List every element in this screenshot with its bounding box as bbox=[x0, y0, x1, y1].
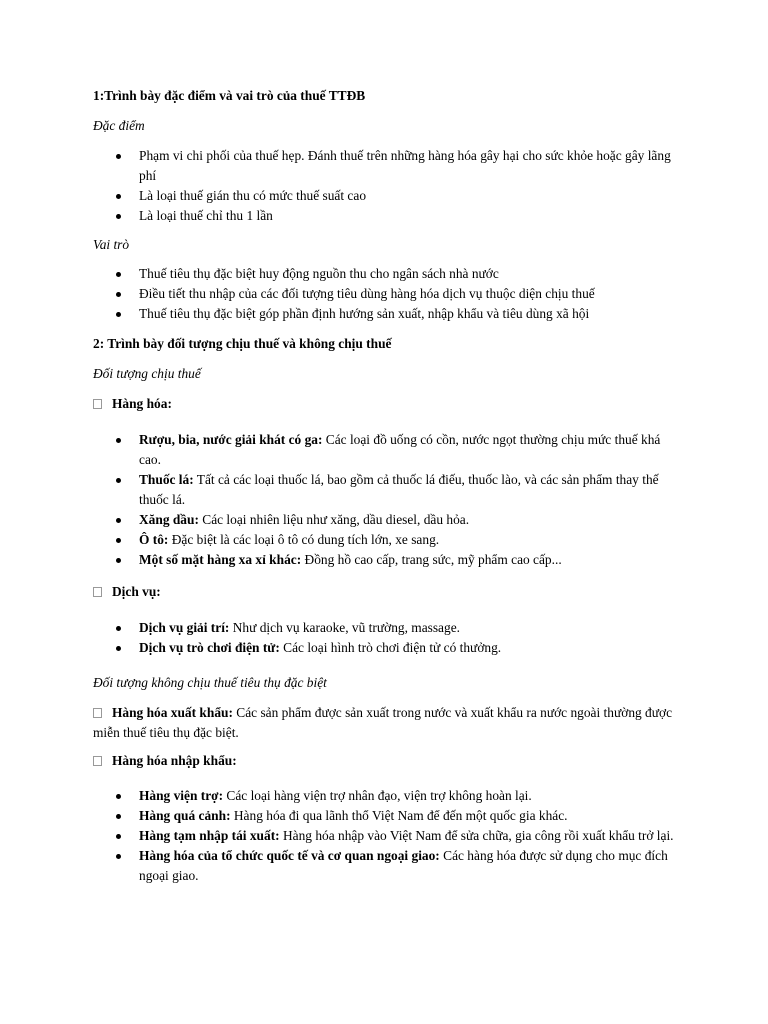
checkbox-icon bbox=[93, 587, 102, 597]
list-item: Ô tô: Đặc biệt là các loại ô tô có dung tích lớn, xe sang. bbox=[114, 530, 676, 550]
goods-heading bbox=[93, 394, 681, 414]
heading-question-2: 2: Trình bày đối tượng chịu thuế và không chịu thuế bbox=[93, 336, 392, 351]
list-item: Thuốc lá: Tất cả các loại thuốc lá, bao gồm cả thuốc lá điếu, thuốc lào, và các sản phẩm thay thế thuốc lá. bbox=[114, 470, 676, 510]
list-item: Hàng viện trợ: Các loại hàng viện trợ nhân đạo, viện trợ không hoàn lại. bbox=[114, 786, 676, 806]
export-goods-paragraph: Hàng hóa xuất khẩu: Các sản phẩm được sản xuất trong nước và xuất khẩu ra nước ngoài thường được miễn thuế tiêu thụ đặc biệt. bbox=[93, 705, 673, 740]
list-item: Dịch vụ trò chơi điện tử: Các loại hình trò chơi điện tử có thưởng. bbox=[114, 638, 676, 658]
list-item: Là loại thuế gián thu có mức thuế suất cao bbox=[114, 186, 676, 206]
list-item: Phạm vi chi phối của thuế hẹp. Đánh thuế trên những hàng hóa gây hại cho sức khỏe hoặc gây lãng phí bbox=[114, 146, 676, 186]
list-item: Dịch vụ giải trí: Như dịch vụ karaoke, vũ trường, massage. bbox=[114, 618, 676, 638]
subheading-non-taxable: Đối tượng không chịu thuế tiêu thụ đặc biệt bbox=[93, 675, 327, 690]
import-goods-heading bbox=[93, 751, 681, 771]
services-heading bbox=[93, 582, 681, 602]
services-heading-label: Dịch vụ: bbox=[112, 584, 161, 599]
import-goods-heading-label: Hàng hóa nhập khẩu: bbox=[112, 753, 237, 768]
list-item: Hàng tạm nhập tái xuất: Hàng hóa nhập vào Việt Nam để sửa chữa, gia công rồi xuất khẩu trở lại. bbox=[114, 826, 676, 846]
list-item: Hàng quá cảnh: Hàng hóa đi qua lãnh thổ Việt Nam để đến một quốc gia khác. bbox=[114, 806, 676, 826]
list-item: Một số mặt hàng xa xỉ khác: Đồng hồ cao cấp, trang sức, mỹ phẩm cao cấp... bbox=[114, 550, 676, 570]
taxable-goods-list bbox=[114, 430, 676, 570]
subheading-dac-diem: Đặc điểm bbox=[93, 118, 145, 133]
checkbox-icon bbox=[93, 708, 102, 718]
list-item: Là loại thuế chỉ thu 1 lần bbox=[114, 206, 676, 226]
roles-list bbox=[114, 264, 676, 324]
checkbox-icon bbox=[93, 399, 102, 409]
subheading-vai-tro: Vai trò bbox=[93, 237, 130, 252]
import-goods-list bbox=[114, 786, 676, 886]
taxable-services-list bbox=[114, 618, 676, 658]
goods-heading-label: Hàng hóa: bbox=[112, 396, 172, 411]
list-item: Thuế tiêu thụ đặc biệt huy động nguồn thu cho ngân sách nhà nước bbox=[114, 264, 676, 284]
list-item: Xăng dầu: Các loại nhiên liệu như xăng, dầu diesel, dầu hỏa. bbox=[114, 510, 676, 530]
list-item: Rượu, bia, nước giải khát có ga: Các loại đồ uống có cồn, nước ngọt thường chịu mức thuế khá cao. bbox=[114, 430, 676, 470]
heading-question-1: 1:Trình bày đặc điểm và vai trò của thuế TTĐB bbox=[93, 88, 366, 103]
subheading-taxable-objects: Đối tượng chịu thuế bbox=[93, 366, 201, 381]
list-item: Thuế tiêu thụ đặc biệt góp phần định hướng sản xuất, nhập khẩu và tiêu dùng xã hội bbox=[114, 304, 676, 324]
characteristics-list bbox=[114, 146, 676, 226]
list-item: Hàng hóa của tổ chức quốc tế và cơ quan ngoại giao: Các hàng hóa được sử dụng cho mục đích ngoại giao. bbox=[114, 846, 676, 886]
list-item: Điều tiết thu nhập của các đối tượng tiêu dùng hàng hóa dịch vụ thuộc diện chịu thuế bbox=[114, 284, 676, 304]
checkbox-icon bbox=[93, 756, 102, 766]
